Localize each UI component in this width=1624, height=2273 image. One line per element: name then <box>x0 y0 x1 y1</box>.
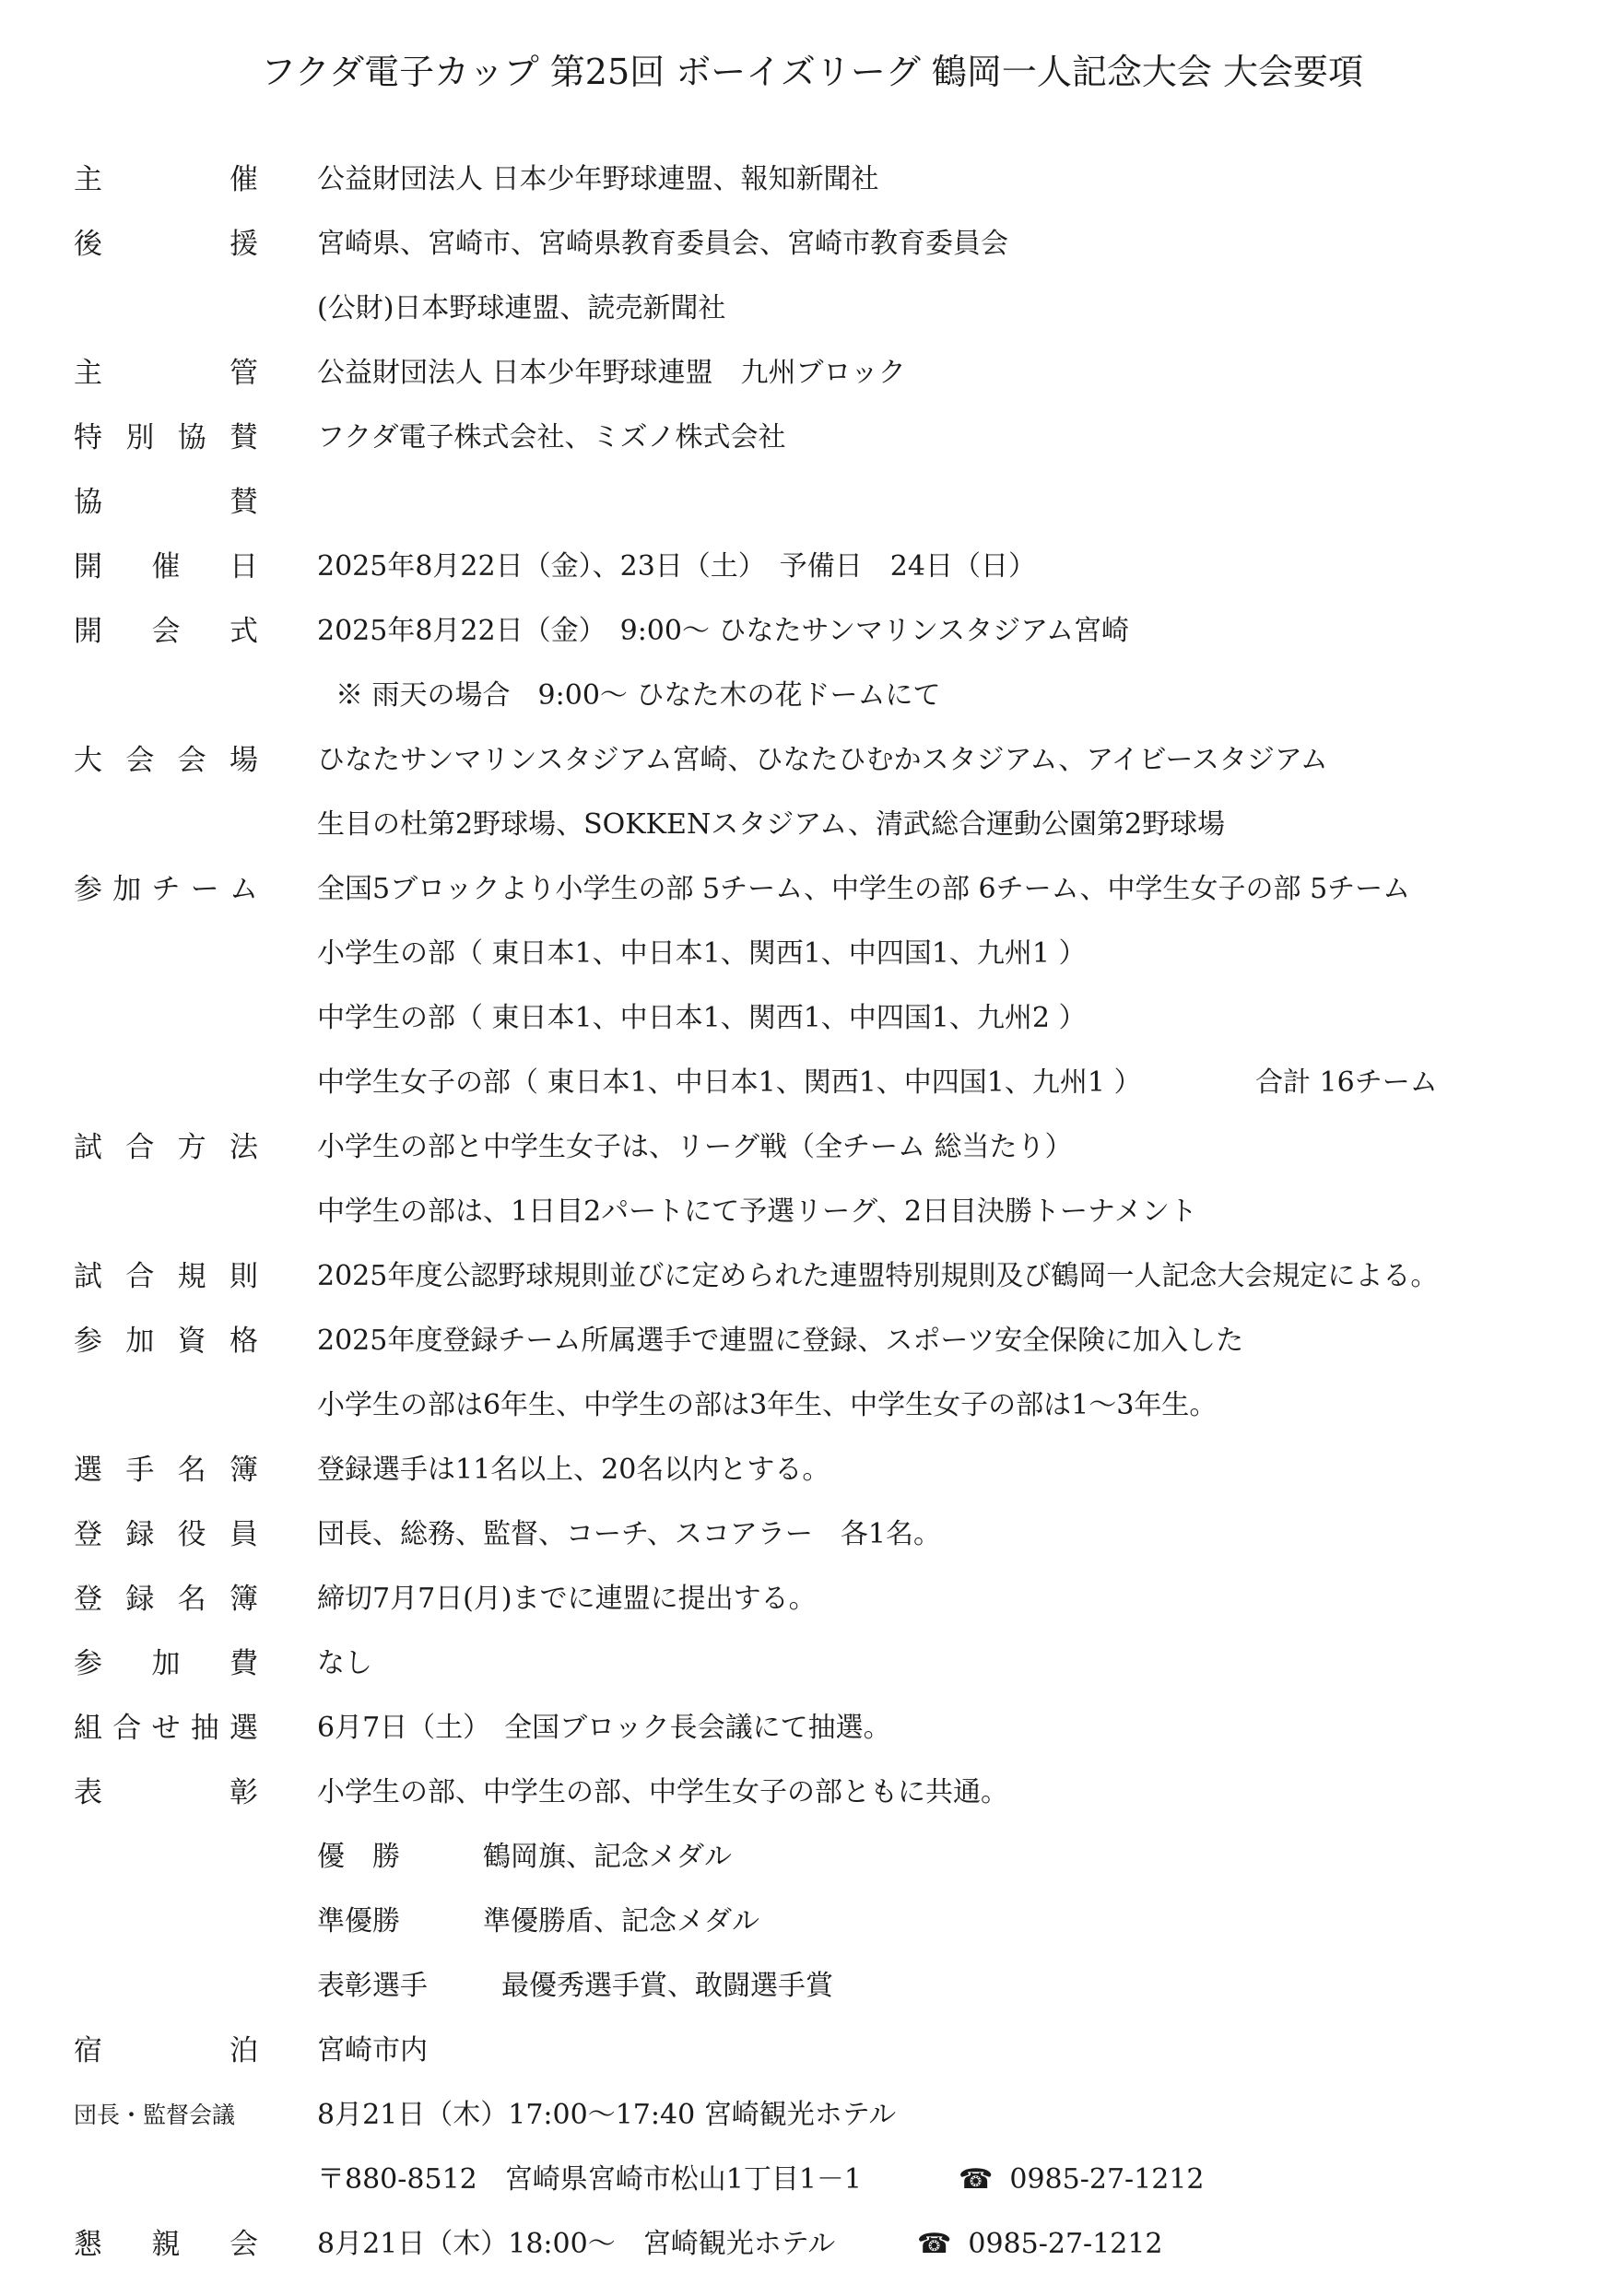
row-label: 登 録 役 員 <box>74 1518 258 1551</box>
row-team <box>0 864 1624 915</box>
row-kaigi-address <box>0 2154 1624 2206</box>
row-team-girls <box>0 1057 1624 1109</box>
row-label: 試 合 方 法 <box>74 1131 258 1164</box>
row-value: 小学生の部は6年生、中学生の部は3年生、中学生女子の部は1～3年生。 <box>317 1389 1218 1421</box>
award-label: 準優勝 <box>317 1905 400 1937</box>
row-hyosho-winner <box>0 1831 1624 1883</box>
row-team-elementary <box>0 928 1624 980</box>
row-value: フクダ電子株式会社、ミズノ株式会社 <box>317 421 786 453</box>
row-label: 開 催 日 <box>74 550 258 583</box>
row-shikaku <box>0 1315 1624 1367</box>
row-label: 参 加 チ ー ム <box>74 873 258 906</box>
row-value: 8月21日（木）17:00～17:40 宮崎観光ホテル <box>317 2099 897 2131</box>
row-value: 締切7月7日(月)までに連盟に提出する。 <box>317 1583 817 1615</box>
row-label: 試 合 規 則 <box>74 1260 258 1293</box>
row-senshu <box>0 1444 1624 1496</box>
document-title: フクダ電子カップ 第25回 ボーイズリーグ 鶴岡一人記念大会 大会要項 <box>260 52 1363 92</box>
row-meibo <box>0 1573 1624 1625</box>
row-value: 中学生の部は、1日目2パートにて予選リーグ、2日目決勝トーナメント <box>317 1195 1197 1228</box>
row-sankahi <box>0 1638 1624 1690</box>
award-label: 優 勝 <box>317 1841 400 1873</box>
row-value: 生目の杜第2野球場、SOKKENスタジアム、清武総合運動公園第2野球場 <box>317 808 1226 841</box>
row-label: 選 手 名 簿 <box>74 1454 258 1487</box>
row-value: 登録選手は11名以上、20名以内とする。 <box>317 1454 830 1486</box>
row-hoho-cont <box>0 1186 1624 1238</box>
row-hoho <box>0 1122 1624 1173</box>
row-value: 公益財団法人 日本少年野球連盟 九州ブロック <box>317 357 906 389</box>
row-hyosho <box>0 1767 1624 1819</box>
row-value: 団長、総務、監督、コーチ、スコアラー 各1名。 <box>317 1518 941 1550</box>
row-value: 8月21日（木）18:00～ 宮崎観光ホテル <box>317 2228 836 2260</box>
phone-icon: ☎ <box>917 2228 952 2260</box>
team-total: 合計 16チーム <box>1255 1066 1438 1099</box>
row-kaikaishiki-cont <box>0 670 1624 722</box>
row-kaijo-cont <box>0 799 1624 851</box>
row-kaigi <box>0 2090 1624 2141</box>
award-value: 鶴岡旗、記念メダル <box>483 1841 732 1873</box>
row-label: 主 管 <box>74 357 258 390</box>
row-value: 宮崎市内 <box>317 2034 428 2067</box>
row-hyosho-runnerup <box>0 1896 1624 1948</box>
row-label: 協 賛 <box>74 486 258 519</box>
row-shukuhaku <box>0 2025 1624 2077</box>
row-label: 後 援 <box>74 228 258 261</box>
row-value: 2025年8月22日（金） 9:00～ ひなたサンマリンスタジアム宮崎 <box>317 615 1130 647</box>
row-label: 開 会 式 <box>74 615 258 648</box>
row-shukan <box>0 347 1624 399</box>
row-label: 登 録 名 簿 <box>74 1583 258 1616</box>
award-value: 準優勝盾、記念メダル <box>483 1905 759 1937</box>
row-team-junior <box>0 993 1624 1044</box>
phone-icon: ☎ <box>959 2163 994 2196</box>
phone-number: ☎ 0985-27-1212 <box>959 2154 1205 2206</box>
row-value: ※ 雨天の場合 9:00～ ひなた木の花ドームにて <box>335 679 941 712</box>
row-chusen <box>0 1702 1624 1754</box>
row-label: 参 加 費 <box>74 1647 258 1680</box>
row-value: 全国5ブロックより小学生の部 5チーム、中学生の部 6チーム、中学生女子の部 5チーム <box>317 873 1411 905</box>
row-koen <box>0 218 1624 270</box>
row-label: 宿 泊 <box>74 2034 258 2067</box>
row-value: 小学生の部（ 東日本1、中日本1、関西1、中四国1、九州1 ） <box>317 937 1087 970</box>
row-kyosan <box>0 477 1624 528</box>
row-label: 大 会 会 場 <box>74 744 258 777</box>
row-value: 宮崎県、宮崎市、宮崎県教育委員会、宮崎市教育委員会 <box>317 228 1008 260</box>
row-value <box>317 1961 833 2012</box>
row-value: 小学生の部と中学生女子は、リーグ戦（全チーム 総当たり） <box>317 1131 1073 1163</box>
row-shikaku-cont <box>0 1380 1624 1431</box>
row-value: 公益財団法人 日本少年野球連盟、報知新聞社 <box>317 163 879 195</box>
row-label: 主 催 <box>74 163 258 196</box>
row-label: 特 別 協 賛 <box>74 421 258 454</box>
award-label: 表彰選手 <box>317 1970 428 2002</box>
row-kaijo <box>0 735 1624 786</box>
row-koen-cont <box>0 283 1624 335</box>
row-kisoku <box>0 1251 1624 1302</box>
row-value: 小学生の部、中学生の部、中学生女子の部ともに共通。 <box>317 1776 1008 1808</box>
row-value <box>317 1896 759 1948</box>
row-value: 2025年度登録チーム所属選手で連盟に登録、スポーツ安全保険に加入した <box>317 1325 1244 1357</box>
row-label: 団長・監督会議 <box>74 2102 236 2128</box>
award-value: 最優秀選手賞、敢闘選手賞 <box>501 1970 833 2002</box>
row-konshin <box>0 2219 1624 2270</box>
row-label: 懇 親 会 <box>74 2228 258 2261</box>
row-yakuin <box>0 1509 1624 1560</box>
row-shusai <box>0 154 1624 206</box>
row-value: 2025年度公認野球規則並びに定められた連盟特別規則及び鶴岡一人記念大会規定による。 <box>317 1260 1439 1292</box>
row-value: 中学生の部（ 東日本1、中日本1、関西1、中四国1、九州2 ） <box>317 1002 1087 1034</box>
phone-number: ☎ 0985-27-1212 <box>917 2219 1163 2270</box>
row-label: 表 彰 <box>74 1776 258 1809</box>
row-hyosho-players <box>0 1961 1624 2012</box>
row-value: 6月7日（土） 全国ブロック長会議にて抽選。 <box>317 1712 891 1744</box>
row-kaisaibi <box>0 541 1624 593</box>
row-value: 〒880-8512 宮崎県宮崎市松山1丁目1－1 <box>317 2163 863 2196</box>
row-kaikaishiki <box>0 606 1624 657</box>
row-value: ひなたサンマリンスタジアム宮崎、ひなたひむかスタジアム、アイビースタジアム <box>317 744 1328 776</box>
row-label: 参 加 資 格 <box>74 1325 258 1358</box>
row-value: (公財)日本野球連盟、読売新聞社 <box>317 292 726 324</box>
row-value: 2025年8月22日（金）、23日（土） 予備日 24日（日） <box>317 550 1036 583</box>
row-value: 中学生女子の部（ 東日本1、中日本1、関西1、中四国1、九州1 ） <box>317 1066 1142 1099</box>
row-value <box>317 1831 732 1883</box>
row-label: 組 合 せ 抽 選 <box>74 1712 258 1745</box>
row-tokubetsu <box>0 412 1624 464</box>
row-value: なし <box>317 1647 372 1679</box>
